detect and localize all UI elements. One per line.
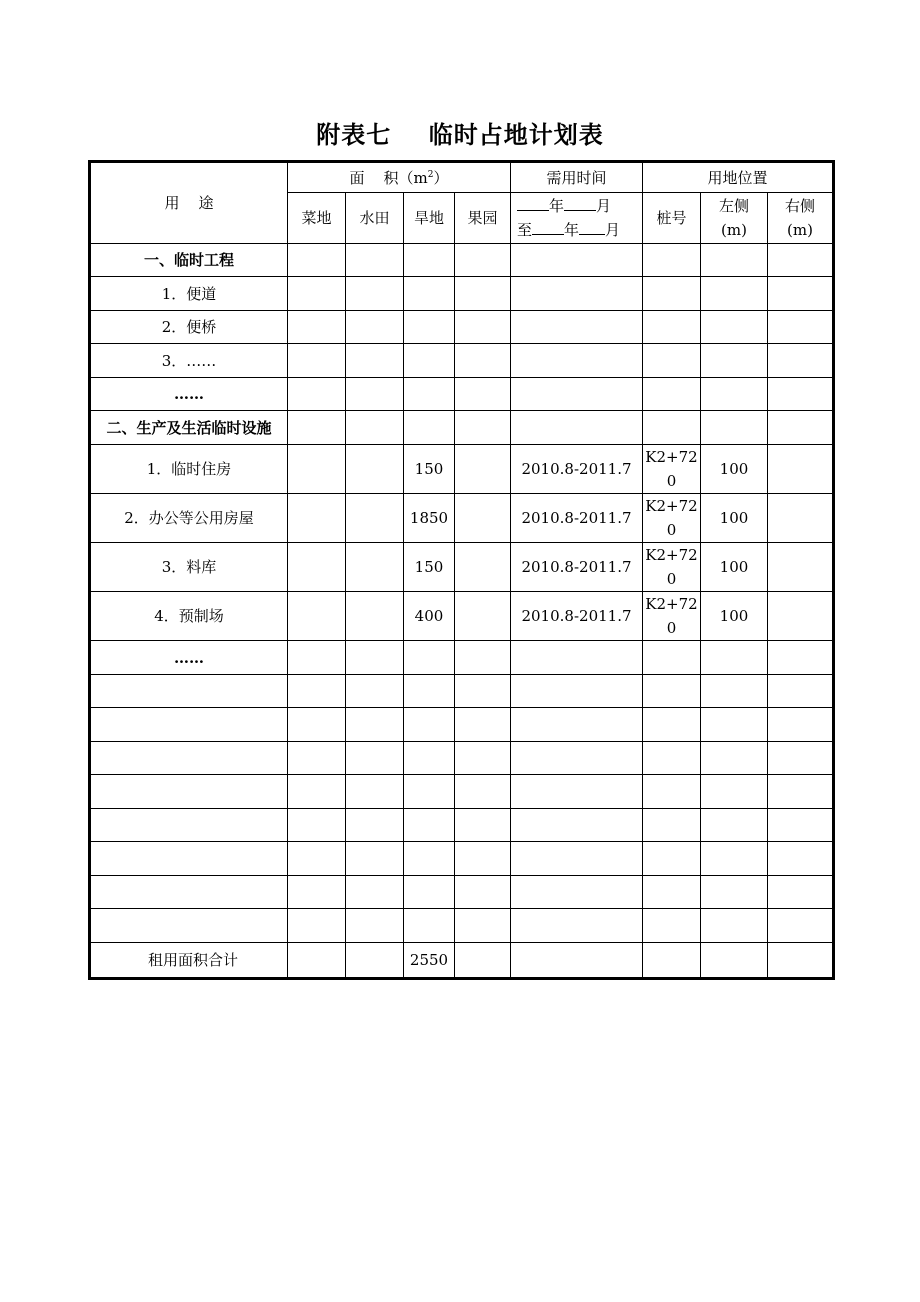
time-month-1: 月 bbox=[596, 197, 612, 215]
stake-value bbox=[643, 592, 701, 641]
empty-row bbox=[90, 809, 834, 842]
row-label: 3．…… bbox=[90, 344, 288, 378]
header-area-unit-open: （m bbox=[398, 168, 428, 187]
time-range-line-2 bbox=[517, 218, 642, 242]
stake-line-1: K2+72 bbox=[645, 546, 698, 564]
empty-row bbox=[90, 742, 834, 775]
stake-line-2: 0 bbox=[666, 472, 677, 490]
stake-line-2: 0 bbox=[666, 619, 677, 637]
header-area-unit-close: ） bbox=[433, 168, 449, 187]
page-title: 附表七 临时占地计划表 bbox=[316, 121, 604, 149]
stake-line-2: 0 bbox=[666, 521, 677, 539]
dry-value: 1850 bbox=[404, 494, 455, 543]
left-value: 100 bbox=[701, 445, 768, 494]
header-right bbox=[768, 193, 834, 244]
dry-value: 150 bbox=[404, 543, 455, 592]
header-dry: 旱地 bbox=[404, 193, 455, 244]
table-row bbox=[90, 494, 834, 543]
header-location: 用地位置 bbox=[643, 162, 834, 193]
header-right-label: 右侧 bbox=[784, 197, 815, 215]
row-label: 4．预制场 bbox=[90, 592, 288, 641]
left-value: 100 bbox=[701, 543, 768, 592]
header-right-unit: (m) bbox=[787, 221, 813, 239]
time-value: 2010.8-2011.7 bbox=[511, 494, 643, 543]
stake-line-1: K2+72 bbox=[645, 595, 698, 613]
table-row bbox=[90, 244, 834, 277]
time-to: 至 bbox=[517, 221, 533, 239]
time-value: 2010.8-2011.7 bbox=[511, 592, 643, 641]
row-label: 2．便桥 bbox=[90, 311, 288, 344]
table-row bbox=[90, 311, 834, 344]
header-time-range bbox=[511, 193, 643, 244]
table-row bbox=[90, 445, 834, 494]
stake-value bbox=[643, 494, 701, 543]
blank-line bbox=[579, 218, 605, 235]
table-row bbox=[90, 543, 834, 592]
header-orchard: 果园 bbox=[455, 193, 511, 244]
time-range-line-1 bbox=[517, 194, 642, 218]
blank-line bbox=[517, 194, 549, 211]
header-area-unit-sup: 2 bbox=[427, 169, 434, 180]
left-value: 100 bbox=[701, 592, 768, 641]
header-stake: 桩号 bbox=[643, 193, 701, 244]
header-left-unit: (m) bbox=[721, 221, 747, 239]
time-year-1: 年 bbox=[549, 197, 565, 215]
header-time: 需用时间 bbox=[511, 162, 643, 193]
header-left-label: 左侧 bbox=[718, 197, 749, 215]
time-month-2: 月 bbox=[605, 221, 621, 239]
header-area bbox=[288, 162, 511, 193]
time-value: 2010.8-2011.7 bbox=[511, 543, 643, 592]
row-label: 1．临时住房 bbox=[90, 445, 288, 494]
table-row bbox=[90, 277, 834, 311]
blank-line bbox=[564, 194, 596, 211]
table-row bbox=[90, 641, 834, 675]
row-label: …… bbox=[90, 378, 288, 411]
stake-line-2: 0 bbox=[666, 570, 677, 588]
stake-value bbox=[643, 445, 701, 494]
row-label: …… bbox=[90, 641, 288, 675]
header-row-1 bbox=[90, 162, 834, 193]
header-area-label: 面 积 bbox=[349, 168, 399, 187]
empty-row bbox=[90, 675, 834, 708]
stake-line-1: K2+72 bbox=[645, 497, 698, 515]
empty-row bbox=[90, 842, 834, 876]
total-label: 租用面积合计 bbox=[90, 943, 288, 979]
dry-value: 400 bbox=[404, 592, 455, 641]
row-label: 2．办公等公用房屋 bbox=[90, 494, 288, 543]
empty-row bbox=[90, 876, 834, 909]
empty-row bbox=[90, 708, 834, 742]
total-dry: 2550 bbox=[404, 943, 455, 979]
land-plan-table bbox=[88, 160, 835, 980]
total-row bbox=[90, 943, 834, 979]
section-label: 一、临时工程 bbox=[90, 244, 288, 277]
header-use: 用 途 bbox=[90, 162, 288, 244]
stake-line-1: K2+72 bbox=[645, 448, 698, 466]
row-label: 1．便道 bbox=[90, 277, 288, 311]
header-veg: 菜地 bbox=[288, 193, 346, 244]
section-label: 二、生产及生活临时设施 bbox=[90, 411, 288, 445]
header-paddy: 水田 bbox=[346, 193, 404, 244]
empty-row bbox=[90, 909, 834, 943]
blank-line bbox=[532, 218, 564, 235]
left-value: 100 bbox=[701, 494, 768, 543]
table-row bbox=[90, 592, 834, 641]
table-row bbox=[90, 378, 834, 411]
header-left bbox=[701, 193, 768, 244]
dry-value: 150 bbox=[404, 445, 455, 494]
row-label: 3．料库 bbox=[90, 543, 288, 592]
stake-value bbox=[643, 543, 701, 592]
time-year-2: 年 bbox=[564, 221, 580, 239]
table-row bbox=[90, 344, 834, 378]
empty-row bbox=[90, 775, 834, 809]
table-row bbox=[90, 411, 834, 445]
time-value: 2010.8-2011.7 bbox=[511, 445, 643, 494]
